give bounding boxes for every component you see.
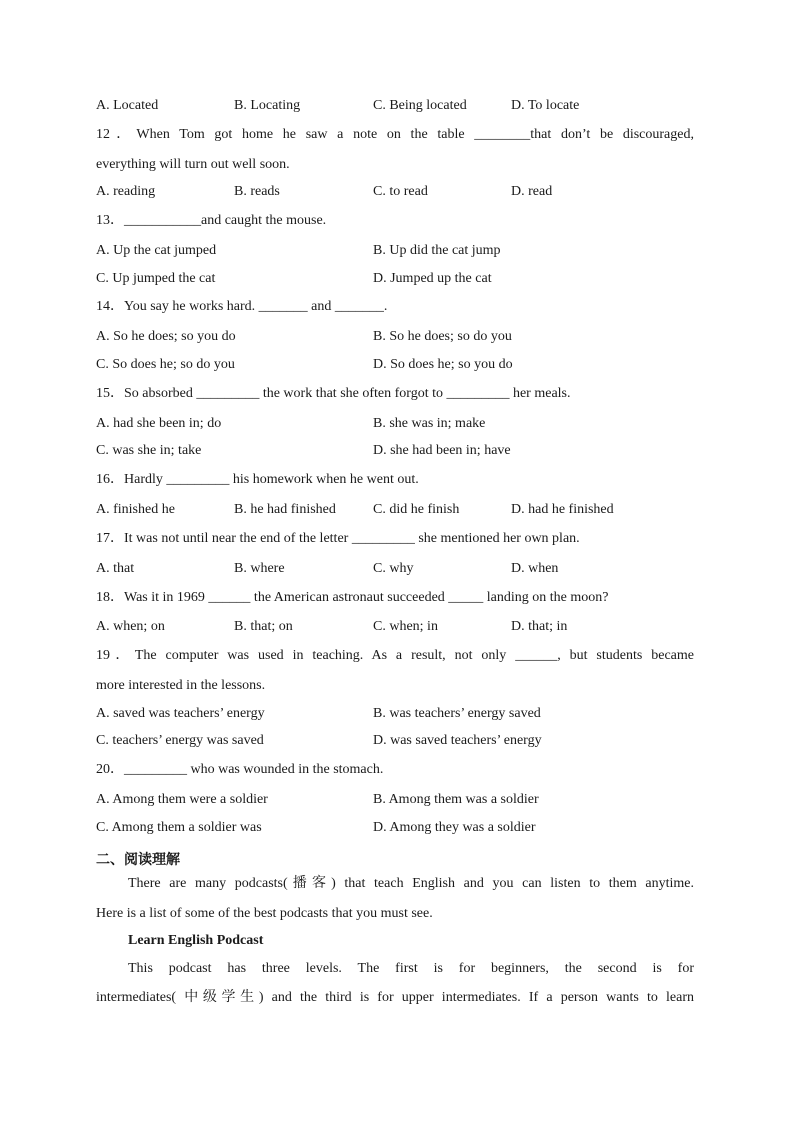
q18-option-d[interactable]: D. that; in: [511, 619, 568, 634]
q14-option-a[interactable]: A. So he does; so you do: [96, 329, 236, 344]
q18-stem: 18．Was it in 1969 ______ the American astronaut succeeded _____ landing on the moon?: [96, 590, 609, 605]
q13-option-d[interactable]: D. Jumped up the cat: [373, 271, 492, 286]
q20-option-c[interactable]: C. Among them a soldier was: [96, 820, 262, 835]
q11-option-b[interactable]: B. Locating: [234, 98, 301, 113]
q16-option-c[interactable]: C. did he finish: [373, 502, 460, 517]
q13-stem: 13．___________and caught the mouse.: [96, 213, 327, 228]
q14-option-d[interactable]: D. So does he; so you do: [373, 357, 513, 372]
q12-option-c[interactable]: C. to read: [373, 184, 428, 199]
q13-option-b[interactable]: B. Up did the cat jump: [373, 243, 501, 258]
q14-stem: 14．You say he works hard. _______ and _______.: [96, 299, 388, 314]
q12-option-b[interactable]: B. reads: [234, 184, 280, 199]
q11-option-d[interactable]: D. To locate: [511, 98, 580, 113]
q19-option-c[interactable]: C. teachers’ energy was saved: [96, 733, 264, 748]
q17-option-a[interactable]: A. that: [96, 561, 135, 576]
q12-stem-line2: everything will turn out well soon.: [96, 157, 290, 172]
q18-option-b[interactable]: B. that; on: [234, 619, 293, 634]
q15-stem: 15．So absorbed _________ the work that she often forgot to _________ her meals.: [96, 386, 571, 401]
q18-option-c[interactable]: C. when; in: [373, 619, 438, 634]
q19-stem-line2: more interested in the lessons.: [96, 678, 266, 693]
q17-option-d[interactable]: D. when: [511, 561, 559, 576]
q19-option-a[interactable]: A. saved was teachers’ energy: [96, 706, 265, 721]
reading-section-heading: 二、阅读理解: [96, 852, 180, 868]
q14-option-b[interactable]: B. So he does; so do you: [373, 329, 512, 344]
q12-stem-line1: 12．When Tom got home he saw a note on the table ________that don’t be discouraged,: [96, 127, 694, 142]
q13-option-a[interactable]: A. Up the cat jumped: [96, 243, 217, 258]
q14-option-c[interactable]: C. So does he; so do you: [96, 357, 235, 372]
q16-option-a[interactable]: A. finished he: [96, 502, 175, 517]
reading-passage-title: Learn English Podcast: [128, 933, 264, 948]
q15-option-a[interactable]: A. had she been in; do: [96, 416, 222, 431]
q11-option-a[interactable]: A. Located: [96, 98, 159, 113]
q17-option-b[interactable]: B. where: [234, 561, 285, 576]
q19-option-b[interactable]: B. was teachers’ energy saved: [373, 706, 541, 721]
reading-intro-line2: Here is a list of some of the best podcasts that you must see.: [96, 906, 433, 921]
q12-option-a[interactable]: A. reading: [96, 184, 156, 199]
q16-option-d[interactable]: D. had he finished: [511, 502, 614, 517]
q17-option-c[interactable]: C. why: [373, 561, 414, 576]
q20-option-b[interactable]: B. Among them was a soldier: [373, 792, 539, 807]
q20-option-d[interactable]: D. Among they was a soldier: [373, 820, 536, 835]
q16-option-b[interactable]: B. he had finished: [234, 502, 336, 517]
q11-option-c[interactable]: C. Being located: [373, 98, 467, 113]
q12-option-d[interactable]: D. read: [511, 184, 553, 199]
q18-option-a[interactable]: A. when; on: [96, 619, 165, 634]
q13-option-c[interactable]: C. Up jumped the cat: [96, 271, 216, 286]
reading-para-line1: This podcast has three levels. The first is for beginners, the second is for: [128, 961, 694, 976]
reading-para-line2: intermediates( 中级学生) and the third is for upper intermediates. If a person wants to learn: [96, 990, 694, 1005]
q15-option-c[interactable]: C. was she in; take: [96, 443, 202, 458]
q20-option-a[interactable]: A. Among them were a soldier: [96, 792, 268, 807]
q15-option-d[interactable]: D. she had been in; have: [373, 443, 511, 458]
q16-stem: 16．Hardly _________ his homework when he went out.: [96, 472, 419, 487]
q17-stem: 17．It was not until near the end of the letter _________ she mentioned her own plan.: [96, 531, 580, 546]
q19-stem-line1: 19．The computer was used in teaching. As a result, not only ______, but students became: [96, 648, 694, 663]
q20-stem: 20．_________ who was wounded in the stomach.: [96, 762, 384, 777]
q19-option-d[interactable]: D. was saved teachers’ energy: [373, 733, 542, 748]
reading-intro-line1: There are many podcasts(播客) that teach English and you can listen to them anytime.: [128, 876, 694, 891]
q15-option-b[interactable]: B. she was in; make: [373, 416, 486, 431]
